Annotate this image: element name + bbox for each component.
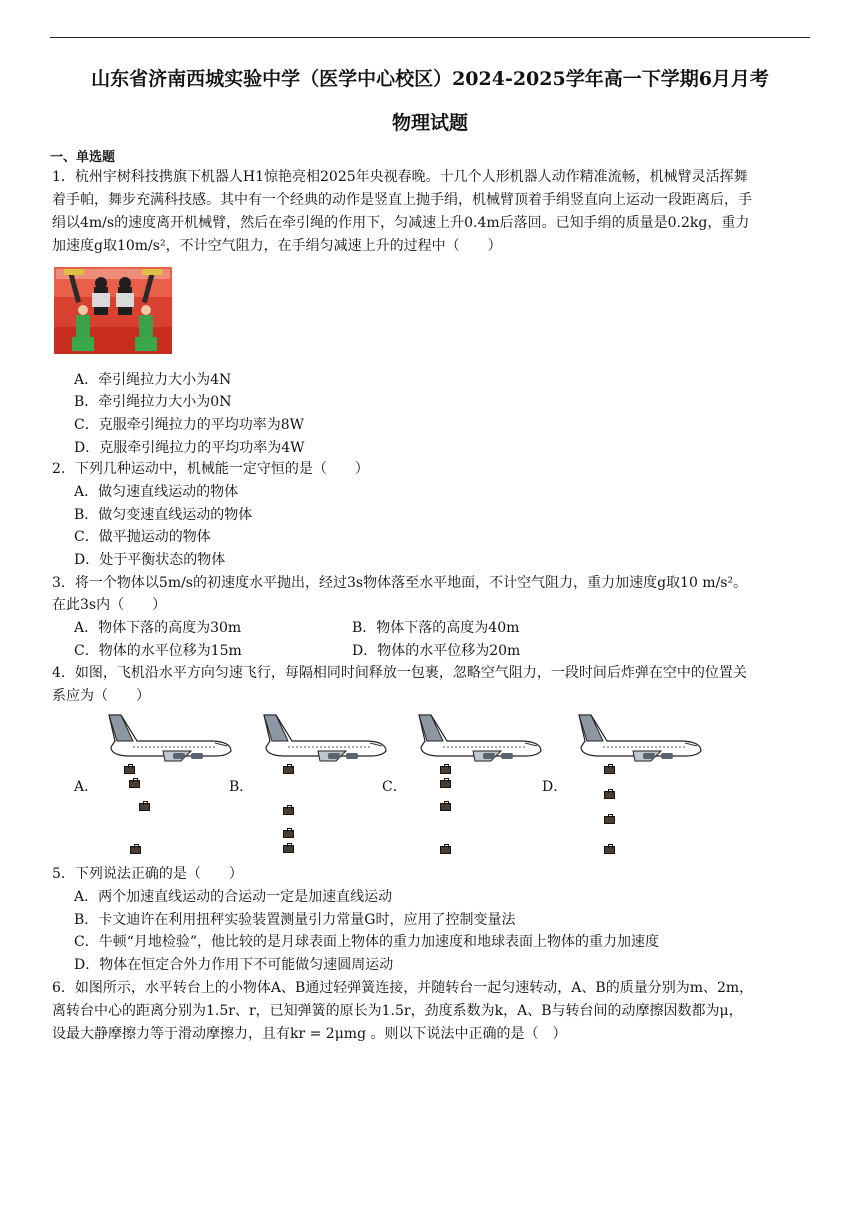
robot-dance-photo	[54, 267, 172, 354]
airplane-icon	[573, 711, 708, 763]
q3-option-c: C．物体的水平位移为15m	[74, 643, 242, 659]
q1-line: 加速度g取10m/s²，不计空气阻力，在手绢匀减速上升的过程中（ ）	[52, 238, 502, 254]
package-icon	[604, 766, 615, 774]
q3-line: 3．将一个物体以5m/s的初速度水平抛出，经过3s物体落至水平地面，不计空气阻力，重力加速度g取10 m/s²。	[52, 575, 748, 591]
q4-label-c: C．	[382, 779, 407, 795]
q6-line: 离转台中心的距离分别为1.5r、r，已知弹簧的原长为1.5r，劲度系数为k，A、B与转台间的动摩擦因数都为μ，	[52, 1003, 743, 1019]
header-rule	[50, 37, 810, 38]
package-icon	[283, 830, 294, 838]
q2-option-c: C．做平抛运动的物体	[74, 529, 211, 545]
q4-line: 系应为（ ）	[52, 688, 150, 704]
page-title: 山东省济南西城实验中学（医学中心校区）2024-2025学年高一下学期6月月考	[91, 68, 769, 90]
q1-option-b: B．牵引绳拉力大小为0N	[74, 394, 232, 410]
q1-option-d: D．克服牵引绳拉力的平均功率为4W	[74, 440, 305, 456]
q1-line: 绢以4m/s的速度离开机械臂，然后在牵引绳的作用下，匀减速上升0.4m后落回。已知手绢的质量是0.2kg，重力	[52, 215, 750, 231]
q4-label-a: A．	[74, 779, 99, 795]
q3-option-b: B．物体下落的高度为40m	[352, 620, 520, 636]
package-icon	[604, 791, 615, 799]
q5-option-b: B．卡文迪许在利用扭秤实验装置测量引力常量G时，应用了控制变量法	[74, 912, 516, 928]
package-icon	[440, 803, 451, 811]
q5-stem: 5．下列说法正确的是（ ）	[52, 866, 243, 882]
package-icon	[440, 766, 451, 774]
package-icon	[283, 845, 294, 853]
package-icon	[604, 816, 615, 824]
package-icon	[124, 766, 135, 774]
section-heading: 一、单选题	[50, 150, 116, 165]
q4-label-b: B．	[229, 779, 254, 795]
q1-option-a: A．牵引绳拉力大小为4N	[74, 372, 232, 388]
q3-option-a: A．物体下落的高度为30m	[74, 620, 242, 636]
package-icon	[440, 846, 451, 854]
package-icon	[283, 807, 294, 815]
q5-option-a: A．两个加速直线运动的合运动一定是加速直线运动	[74, 889, 393, 905]
q5-option-d: D．物体在恒定合外力作用下不可能做匀速圆周运动	[74, 957, 394, 973]
q1-option-c: C．克服牵引绳拉力的平均功率为8W	[74, 417, 305, 433]
q4-label-d: D．	[542, 779, 568, 795]
package-icon	[283, 766, 294, 774]
package-icon	[139, 803, 150, 811]
airplane-icon	[413, 711, 548, 763]
q6-line: 设最大静摩擦力等于滑动摩擦力，且有kr = 2μmg 。则以下说法中正确的是（ ）	[52, 1026, 567, 1042]
q3-option-d: D．物体的水平位移为20m	[352, 643, 521, 659]
q2-option-b: B．做匀变速直线运动的物体	[74, 507, 253, 523]
q5-option-c: C．牛顿“月地检验”，他比较的是月球表面上物体的重力加速度和地球表面上物体的重力加速度	[74, 934, 660, 950]
package-icon	[440, 780, 451, 788]
package-icon	[129, 780, 140, 788]
q2-option-d: D．处于平衡状态的物体	[74, 552, 226, 568]
package-icon	[604, 846, 615, 854]
q6-line: 6．如图所示，水平转台上的小物体A、B通过轻弹簧连接，并随转台一起匀速转动，A、B的质量分别为m、2m，	[52, 980, 754, 996]
airplane-icon	[258, 711, 393, 763]
q2-option-a: A．做匀速直线运动的物体	[74, 484, 239, 500]
q2-stem: 2．下列几种运动中，机械能一定守恒的是（ ）	[52, 461, 369, 477]
airplane-icon	[103, 711, 238, 763]
q3-line: 在此3s内（ ）	[52, 597, 167, 613]
q4-line: 4．如图，飞机沿水平方向匀速飞行，每隔相同时间释放一包裹，忽略空气阻力，一段时间后炸弹在空中的位置关	[52, 665, 747, 681]
page-subtitle: 物理试题	[391, 112, 468, 134]
q1-line: 着手帕，舞步充满科技感。其中有一个经典的动作是竖直上抛手绢，机械臂顶着手绢竖直向上运动一段距离后，手	[52, 192, 752, 208]
q1-line: 1．杭州宇树科技携旗下机器人H1惊艳亮相2025年央视春晚。十几个人形机器人动作精准流畅，机械臂灵活挥舞	[52, 169, 748, 185]
package-icon	[130, 846, 141, 854]
